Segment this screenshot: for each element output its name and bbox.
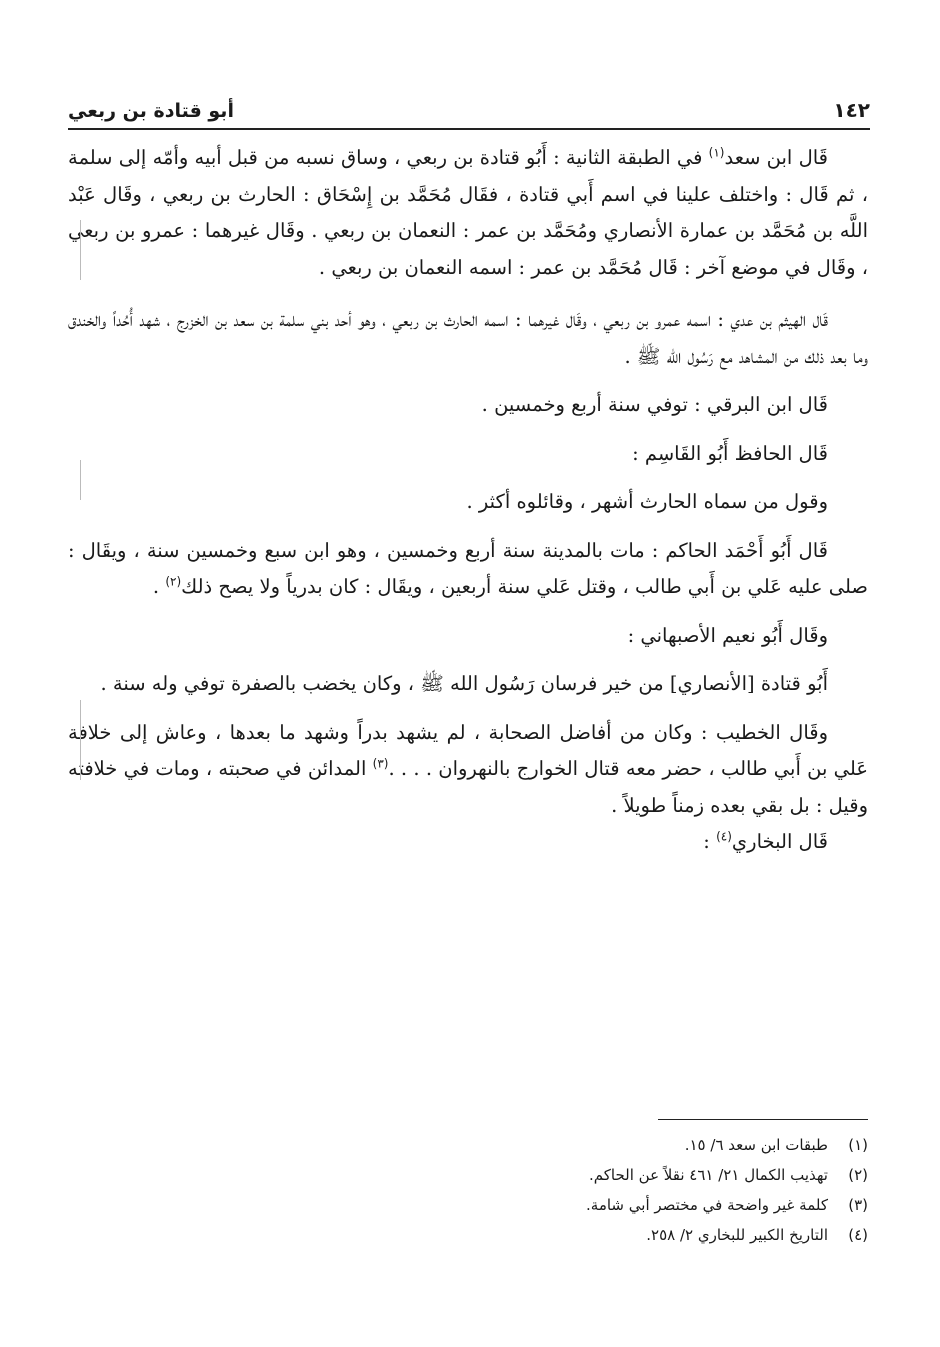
footnote-item: [68, 1130, 868, 1160]
paragraph-hakim: [68, 533, 868, 606]
margin-scan-line: [80, 220, 81, 280]
text-span: في الطبقة الثانية : أَبُو قتادة بن ربعي ، وساق نسبه من قبل أبيه وأمّه إلى سلمة ، ثم قَال : واختلف علينا في اسم أَبي قتادة ، فقَال مُحَمَّد بن إِسْحَاق : الحارث بن ربعي ، وقَال عَبْد اللَّه بن مُحَمَّد بن عمارة الأنصاري ومُحَمَّد بن عمر : النعمان بن ربعي . وقَال غيرهما : عمرو بن ربعي ، وقَال في موضع آخر : قَال مُحَمَّد بن عمر : اسمه النعمان بن ربعي .: [68, 146, 868, 279]
text-span: وقَال الخطيب : وكان من أفاضل الصحابة ، لم يشهد بدراً وشهد ما بعدها ، وعاش إلى خلافة عَلي بن أَبي طالب ، حضر معه قتال الخوارج بالنهروان . . . .: [68, 720, 868, 780]
paragraph-khatib: [68, 715, 868, 825]
main-text: [68, 140, 868, 861]
text-span: أَبُو قتادة [الأنصاري] من خير فرسان رَسُول الله ﷺ ، وكان يخضب بالصفرة توفي وله سنة .: [100, 672, 828, 695]
footnote-text: كلمة غير واضحة في مختصر أبي شامة.: [586, 1196, 828, 1214]
margin-scan-line: [80, 700, 81, 780]
text-span: قَال ابن البرقي : توفي سنة أربع وخمسين .: [481, 393, 828, 416]
running-title: أبو قتادة بن ربعي: [68, 100, 234, 122]
footnote-item: [68, 1160, 868, 1190]
footnote-number: (٤): [848, 1226, 868, 1244]
footnote-text: التاريخ الكبير للبخاري ٢/ ٢٥٨.: [646, 1226, 828, 1244]
footnote-item: [68, 1190, 868, 1220]
footnote-number: (١): [848, 1136, 868, 1154]
footnote-ref-4: (٤): [716, 829, 732, 844]
running-head: [68, 82, 870, 130]
footnotes: [68, 1130, 868, 1250]
text-span: قَال أَبُو أَحْمَد الحاكم : مات بالمدينة سنة أربع وخمسين ، وهو ابن سبع وخمسين سنة ، ويقَال : صلى عليه عَلي بن أَبي طالب ، وقتل عَلي سنة أربعين ، ويقَال : كان بدرياً ولا يصح ذلك: [68, 538, 868, 598]
margin-scan-line: [80, 460, 81, 500]
footnote-number: (٣): [848, 1196, 868, 1214]
text-span: قَال ابن سعد: [724, 146, 828, 169]
footnote-text: تهذيب الكمال ٢١/ ٤٦١ نقلاً عن الحاكم.: [589, 1166, 828, 1184]
paragraph-haytham: [68, 302, 868, 375]
text-span: وقَال أَبُو نعيم الأصبهاني :: [627, 623, 828, 647]
paragraph-hafiz-quote: [68, 484, 868, 521]
footnote-ref-2: (٢): [165, 574, 182, 589]
text-span: قَال الهيثم بن عدي : اسمه عمرو بن ربعي ، وقَال غيرهما : اسمه الحارث بن ربعي ، وهو أحد بني سلمة بن سعد بن الخزرج ، شهد أُحُداً والخندق وما بعد ذلك من المشاهد مع رَسُول الله ﷺ .: [68, 308, 868, 368]
paragraph-bukhari: [68, 824, 868, 861]
footnote-text: طبقات ابن سعد ٦/ ١٥.: [684, 1136, 828, 1154]
paragraph-hafiz: [68, 436, 868, 473]
text-span: قَال البخاري: [731, 830, 828, 853]
text-span: .: [152, 575, 166, 598]
footnote-item: [68, 1220, 868, 1250]
footnote-number: (٢): [848, 1166, 868, 1184]
page-number: ١٤٢: [833, 98, 870, 122]
footnote-divider: [658, 1119, 868, 1120]
text-span: وقول من سماه الحارث أشهر ، وقائلوه أكثر .: [466, 490, 828, 513]
paragraph-barqi: [68, 387, 868, 424]
footnote-ref-1: (١): [708, 145, 725, 160]
text-span: قَال الحافظ أَبُو القَاسِم :: [632, 441, 828, 465]
paragraph-ibn-saad: [68, 140, 868, 286]
text-span: :: [703, 830, 717, 853]
paragraph-abu-nuaym-quote: [68, 666, 868, 703]
text-span: المدائن في صحبته ، ومات في خلافته وقيل : بل بقي بعده زمناً طويلاً .: [68, 757, 868, 817]
footnote-ref-3: (٣): [372, 756, 389, 771]
paragraph-abu-nuaym: [68, 618, 868, 655]
